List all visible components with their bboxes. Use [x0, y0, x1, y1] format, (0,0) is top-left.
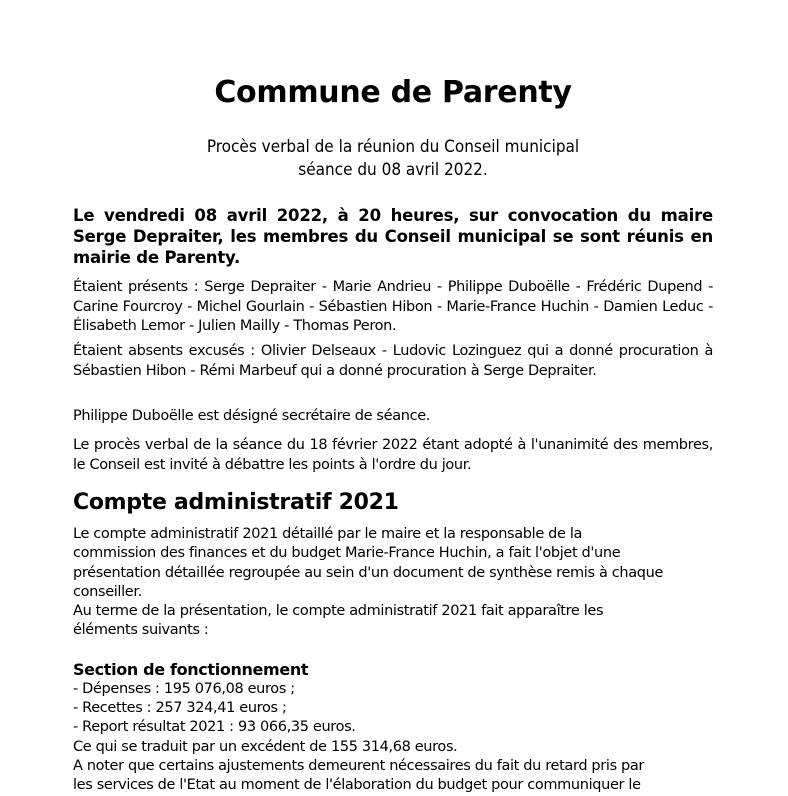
- subtitle-line-1: Procès verbal de la réunion du Conseil municipal: [206, 137, 580, 157]
- list-item: - Dépenses : 195 076,08 euros ;: [73, 680, 295, 697]
- document-title: Commune de Parenty: [214, 75, 572, 110]
- absents-paragraph: Étaient absents excusés : Olivier Delseaux - Ludovic Lozinguez qui a donné procuration à Sébastien Hibon - Rémi Marbeuf qui a donné procuration à Serge Depraiter.: [73, 343, 713, 379]
- list-item: - Recettes : 257 324,41 euros ;: [73, 700, 287, 717]
- body-line: Le compte administratif 2021 détaillé par le maire et la responsable de la: [73, 526, 583, 542]
- section-body: [73, 525, 713, 796]
- body-line: Ce qui se traduit par un excédent de 155 314,68 euros.: [73, 738, 458, 755]
- presents-paragraph: Étaient présents : Serge Depraiter - Marie Andrieu - Philippe Duboëlle - Frédéric Dupend - Carine Fourcroy - Michel Gourlain - Sébastien Hibon - Marie-France Huchin - Damien Leduc - Élisabeth Lemor - Julien Mailly - Thomas Peron.: [73, 279, 713, 334]
- body-line: présentation détaillée regroupée au sein d'un document de synthèse remis à chaque: [73, 564, 664, 581]
- body-line: éléments suivants :: [73, 622, 209, 639]
- document-subtitle: [73, 136, 713, 182]
- body-line: A noter que certains ajustements demeurent nécessaires du fait du retard pris par: [73, 757, 645, 774]
- section-heading: Compte administratif 2021: [73, 490, 399, 515]
- subtitle-line-2: séance du 08 avril 2022.: [298, 160, 488, 180]
- body-line: les services de l'Etat au moment de l'élaboration du budget pour communiquer le: [73, 777, 641, 794]
- body-line: commission des finances et du budget Marie-France Huchin, a fait l'objet d'une: [73, 545, 621, 562]
- list-item: - Report résultat 2021 : 93 066,35 euros.: [73, 719, 356, 736]
- intro-paragraph: Le vendredi 08 avril 2022, à 20 heures, sur convocation du maire Serge Depraiter, les membres du Conseil municipal se sont réunis en mairie de Parenty.: [73, 206, 713, 267]
- body-line: conseiller.: [73, 583, 142, 600]
- subsection-title: Section de fonctionnement: [73, 659, 309, 679]
- pv-adoption-paragraph: Le procès verbal de la séance du 18 février 2022 étant adopté à l'unanimité des membres, le Conseil est invité à débattre les points à l'ordre du jour.: [73, 437, 713, 473]
- body-line: Au terme de la présentation, le compte administratif 2021 fait apparaître les: [73, 603, 604, 620]
- secretary-paragraph: Philippe Duboëlle est désigné secrétaire de séance.: [73, 408, 431, 424]
